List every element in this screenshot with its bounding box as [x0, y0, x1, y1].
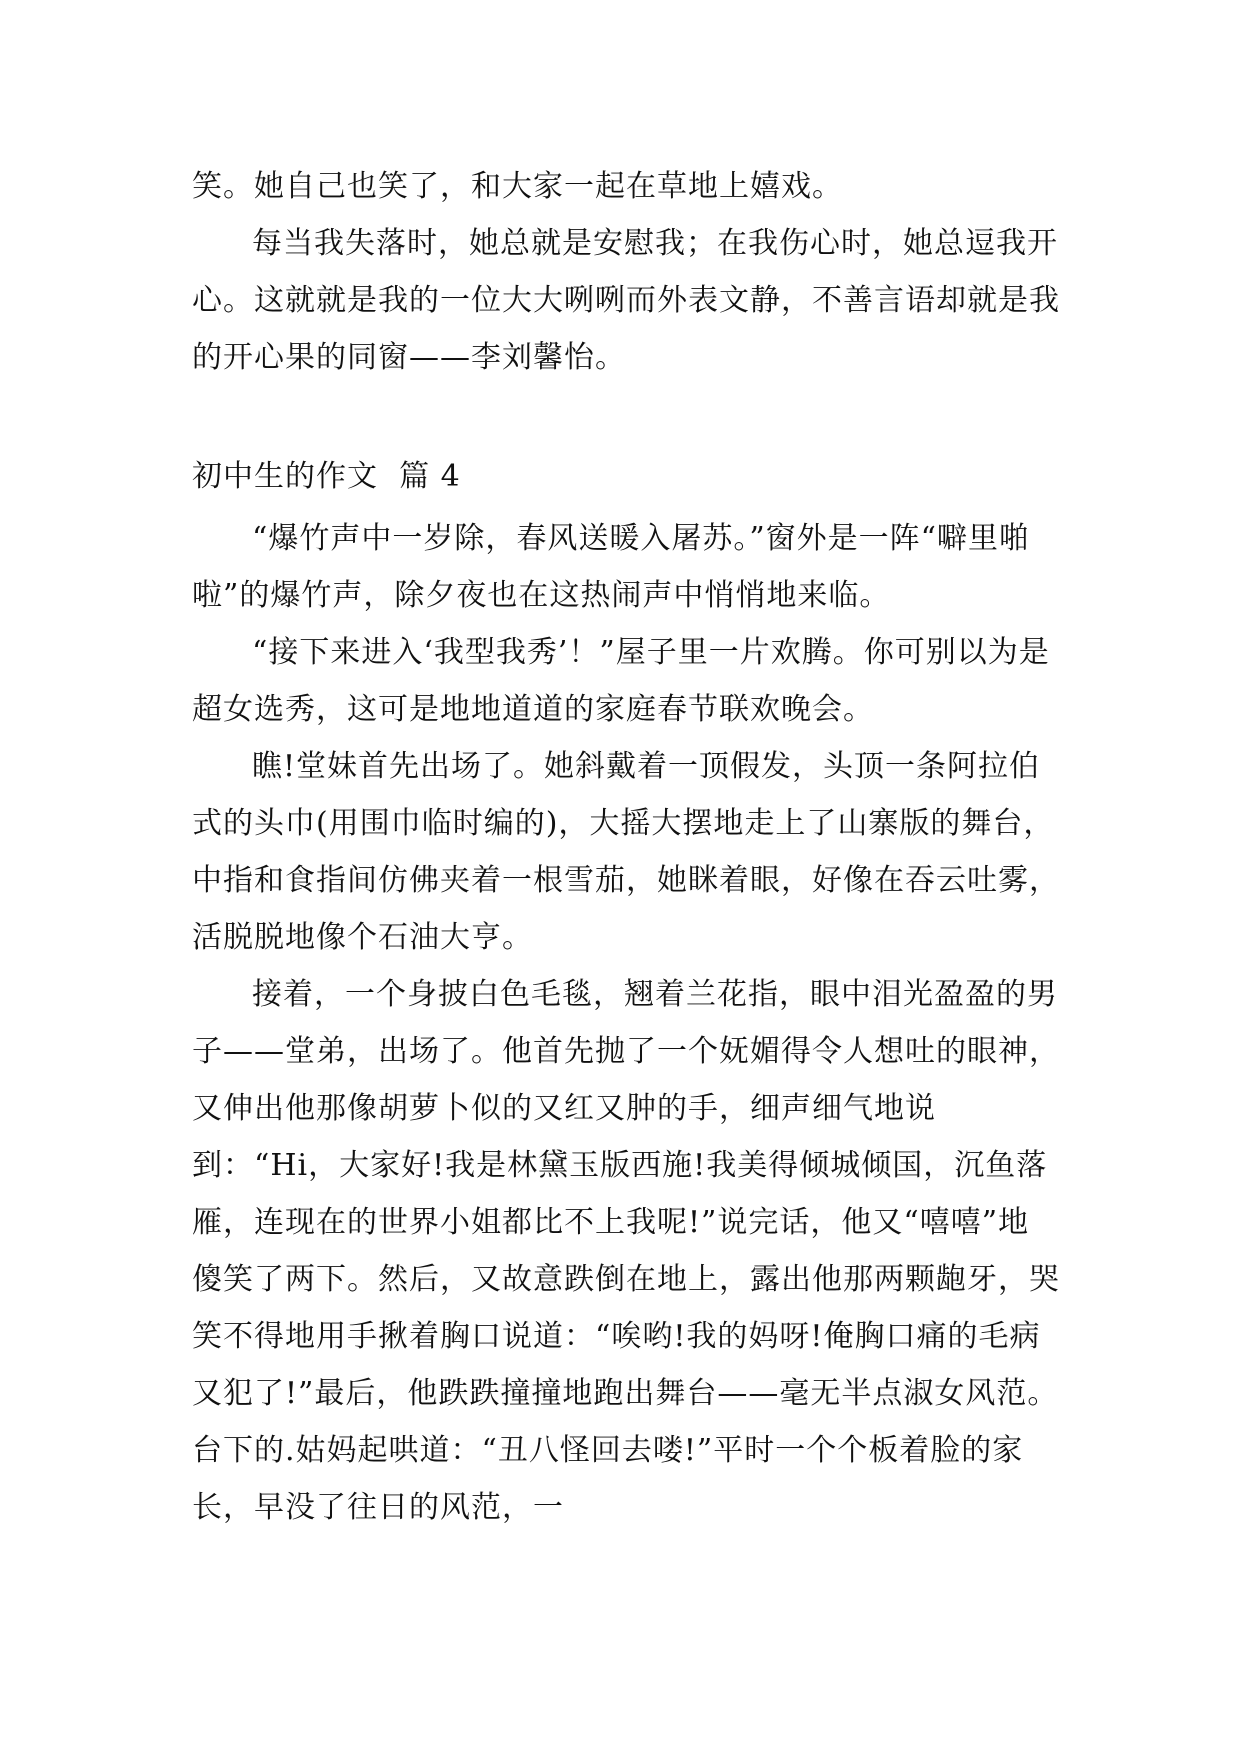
paragraph: “爆竹声中一岁除，春风送暖入屠苏。”窗外是一阵“噼里啪啦”的爆竹声，除夕夜也在这热闹声中悄悄地来临。 — [192, 521, 1031, 613]
paragraph: 接着，一个身披白色毛毯，翘着兰花指，眼中泪光盈盈的男子——堂弟，出场了。他首先抛了一个妩媚得令人想吐的眼神，又伸出他那像胡萝卜似的又红又肿的手，细声细气地说到：“Hi，大家好!我是林黛玉版西施!我美得倾城倾国，沉鱼落雁，连现在的世界小姐都比不上我呢!”说完话，他又“嘻嘻”地傻笑了两下。然后，又故意跌倒在地上，露出他那两颗龅牙，哭笑不得地用手揪着胸口说道：“唉哟!我的妈呀!俺胸口痛的毛病又犯了!”最后，他跌跌撞撞地跑出舞台——毫无半点淑女风范。台下的.姑妈起哄道：“丑八怪回去喽!”平时一个个板着脸的家长，早没了往日的风范，一 — [192, 977, 1060, 1525]
previous-section-text — [192, 158, 1060, 386]
section-4-text — [192, 510, 1060, 1536]
paragraph: 瞧!堂妹首先出场了。她斜戴着一顶假发，头顶一条阿拉伯式的头巾(用围巾临时编的)，大摇大摆地走上了山寨版的舞台，中指和食指间仿佛夹着一根雪茄，她眯着眼，好像在吞云吐雾，活脱脱地像个石油大亨。 — [192, 749, 1060, 955]
section-heading: 初中生的作文 篇 4 — [192, 459, 461, 494]
paragraph: “接下来进入‘我型我秀’！”屋子里一片欢腾。你可别以为是超女选秀，这可是地地道道的家庭春节联欢晚会。 — [192, 635, 1050, 727]
paragraph-continued: 笑。她自己也笑了，和大家一起在草地上嬉戏。 — [192, 169, 843, 204]
paragraph: 每当我失落时，她总就是安慰我；在我伤心时，她总逗我开心。这就就是我的一位大大咧咧而外表文静，不善言语却就是我的开心果的同窗——李刘馨怡。 — [192, 226, 1060, 375]
